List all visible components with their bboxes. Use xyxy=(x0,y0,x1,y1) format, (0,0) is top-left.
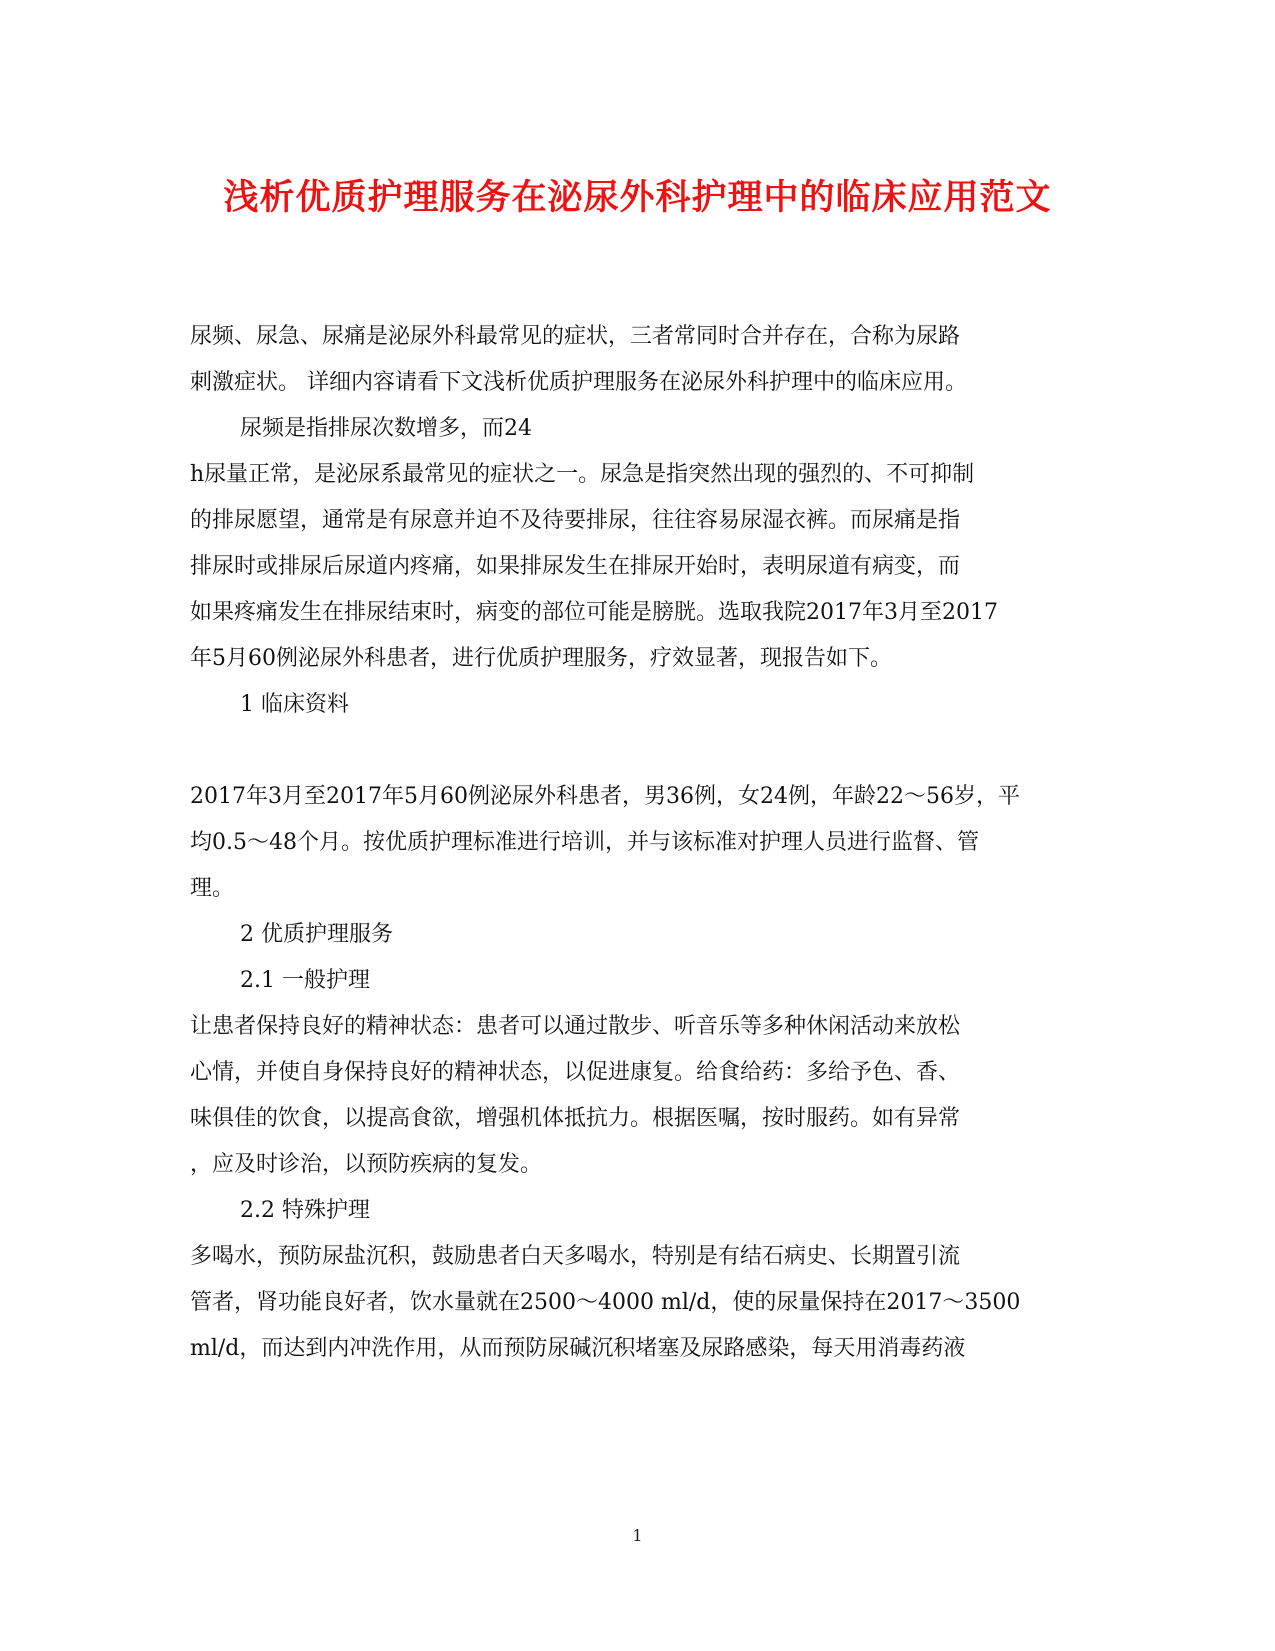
subsection-heading: 2.1 一般护理 xyxy=(240,968,370,993)
paragraph-line: 管者，肾功能良好者，饮水量就在2500～4000 ml/d，使的尿量保持在2017～3500 xyxy=(190,1290,1021,1315)
subsection-heading: 2.2 特殊护理 xyxy=(240,1198,370,1223)
paragraph-line: 味俱佳的饮食，以提高食欲，增强机体抵抗力。根据医嘱，按时服药。如有异常 xyxy=(190,1106,961,1131)
paragraph-line: ，应及时诊治，以预防疾病的复发。 xyxy=(190,1152,543,1177)
paragraph-line: 刺激症状。 详细内容请看下文浅析优质护理服务在泌尿外科护理中的临床应用。 xyxy=(190,370,967,395)
document-title: 浅析优质护理服务在泌尿外科护理中的临床应用范文 xyxy=(223,177,1052,218)
paragraph-line: 多喝水，预防尿盐沉积，鼓励患者白天多喝水，特别是有结石病史、长期置引流 xyxy=(190,1244,961,1269)
paragraph-line: h尿量正常，是泌尿系最常见的症状之一。尿急是指突然出现的强烈的、不可抑制 xyxy=(190,462,975,487)
paragraph-line: 尿频是指排尿次数增多，而24 xyxy=(240,416,532,441)
paragraph-line: 理。 xyxy=(190,876,235,901)
page-number: 1 xyxy=(632,1526,643,1545)
paragraph-line: 心情，并使自身保持良好的精神状态，以促进康复。给食给药：多给予色、香、 xyxy=(190,1060,961,1085)
paragraph-line: 排尿时或排尿后尿道内疼痛，如果排尿发生在排尿开始时，表明尿道有病变，而 xyxy=(190,554,961,579)
section-heading: 2 优质护理服务 xyxy=(240,922,393,947)
paragraph-line: 2017年3月至2017年5月60例泌尿外科患者，男36例，女24例，年龄22～56岁，平 xyxy=(190,784,1020,809)
paragraph-line: 均0.5～48个月。按优质护理标准进行培训，并与该标准对护理人员进行监督、管 xyxy=(190,830,979,855)
paragraph-line: 年5月60例泌尿外科患者，进行优质护理服务，疗效显著，现报告如下。 xyxy=(190,646,892,671)
paragraph-line: ml/d，而达到内冲洗作用，从而预防尿碱沉积堵塞及尿路感染，每天用消毒药液 xyxy=(190,1336,966,1361)
paragraph-line: 让患者保持良好的精神状态：患者可以通过散步、听音乐等多种休闲活动来放松 xyxy=(190,1014,961,1039)
paragraph-line: 的排尿愿望，通常是有尿意并迫不及待要排尿，往往容易尿湿衣裤。而尿痛是指 xyxy=(190,508,961,533)
section-heading: 1 临床资料 xyxy=(240,692,349,717)
paragraph-line: 尿频、尿急、尿痛是泌尿外科最常见的症状，三者常同时合并存在，合称为尿路 xyxy=(190,324,961,349)
paragraph-line: 如果疼痛发生在排尿结束时，病变的部位可能是膀胱。选取我院2017年3月至2017 xyxy=(190,600,998,625)
